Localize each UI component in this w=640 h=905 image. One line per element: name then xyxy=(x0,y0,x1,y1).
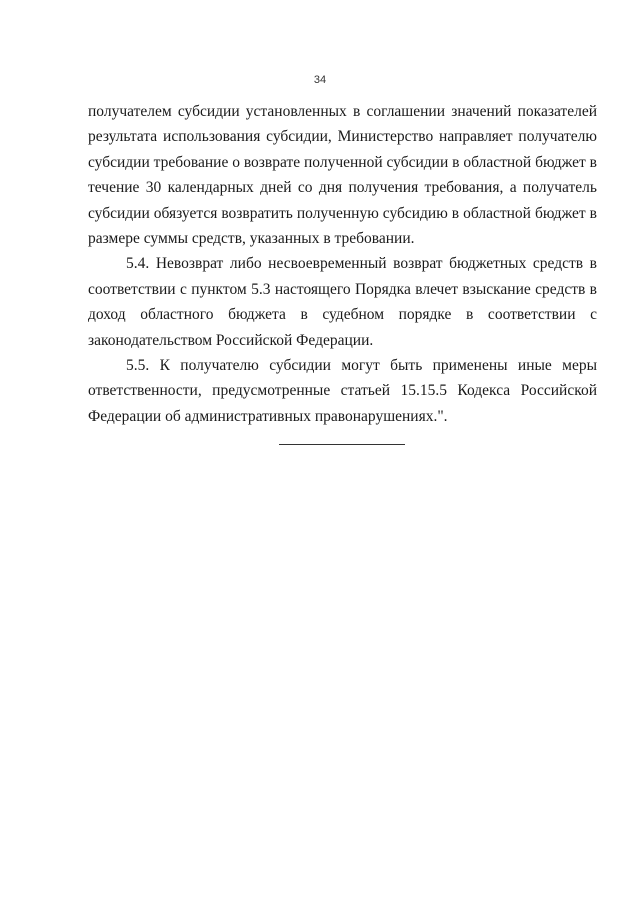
paragraph-continuation: получателем субсидии установленных в соглашении значений показателей результата использования субсидии, Министерство направляет получателю субсидии требование о возврате полученной субсидии в областной бюджет в течение 30 календарных дней со дня получения требования, а получатель субсидии обязуется возвратить полученную субсидию в областной бюджет в размере суммы средств, указанных в требовании. xyxy=(88,103,597,248)
page-number: 34 xyxy=(313,74,327,86)
paragraph-5-4: 5.4. Невозврат либо несвоевременный возврат бюджетных средств в соответствии с пунктом 5.3 настоящего Порядка влечет взыскание средств в доход областного бюджета в судебном порядке в соответствии с законодательством Российской Федерации. xyxy=(88,255,597,349)
document-body xyxy=(88,99,597,429)
end-divider-line xyxy=(279,444,405,445)
paragraph-5-5: 5.5. К получателю субсидии могут быть применены иные меры ответственности, предусмотренные статьей 15.15.5 Кодекса Российской Федерации об административных правонарушениях.". xyxy=(88,357,597,425)
